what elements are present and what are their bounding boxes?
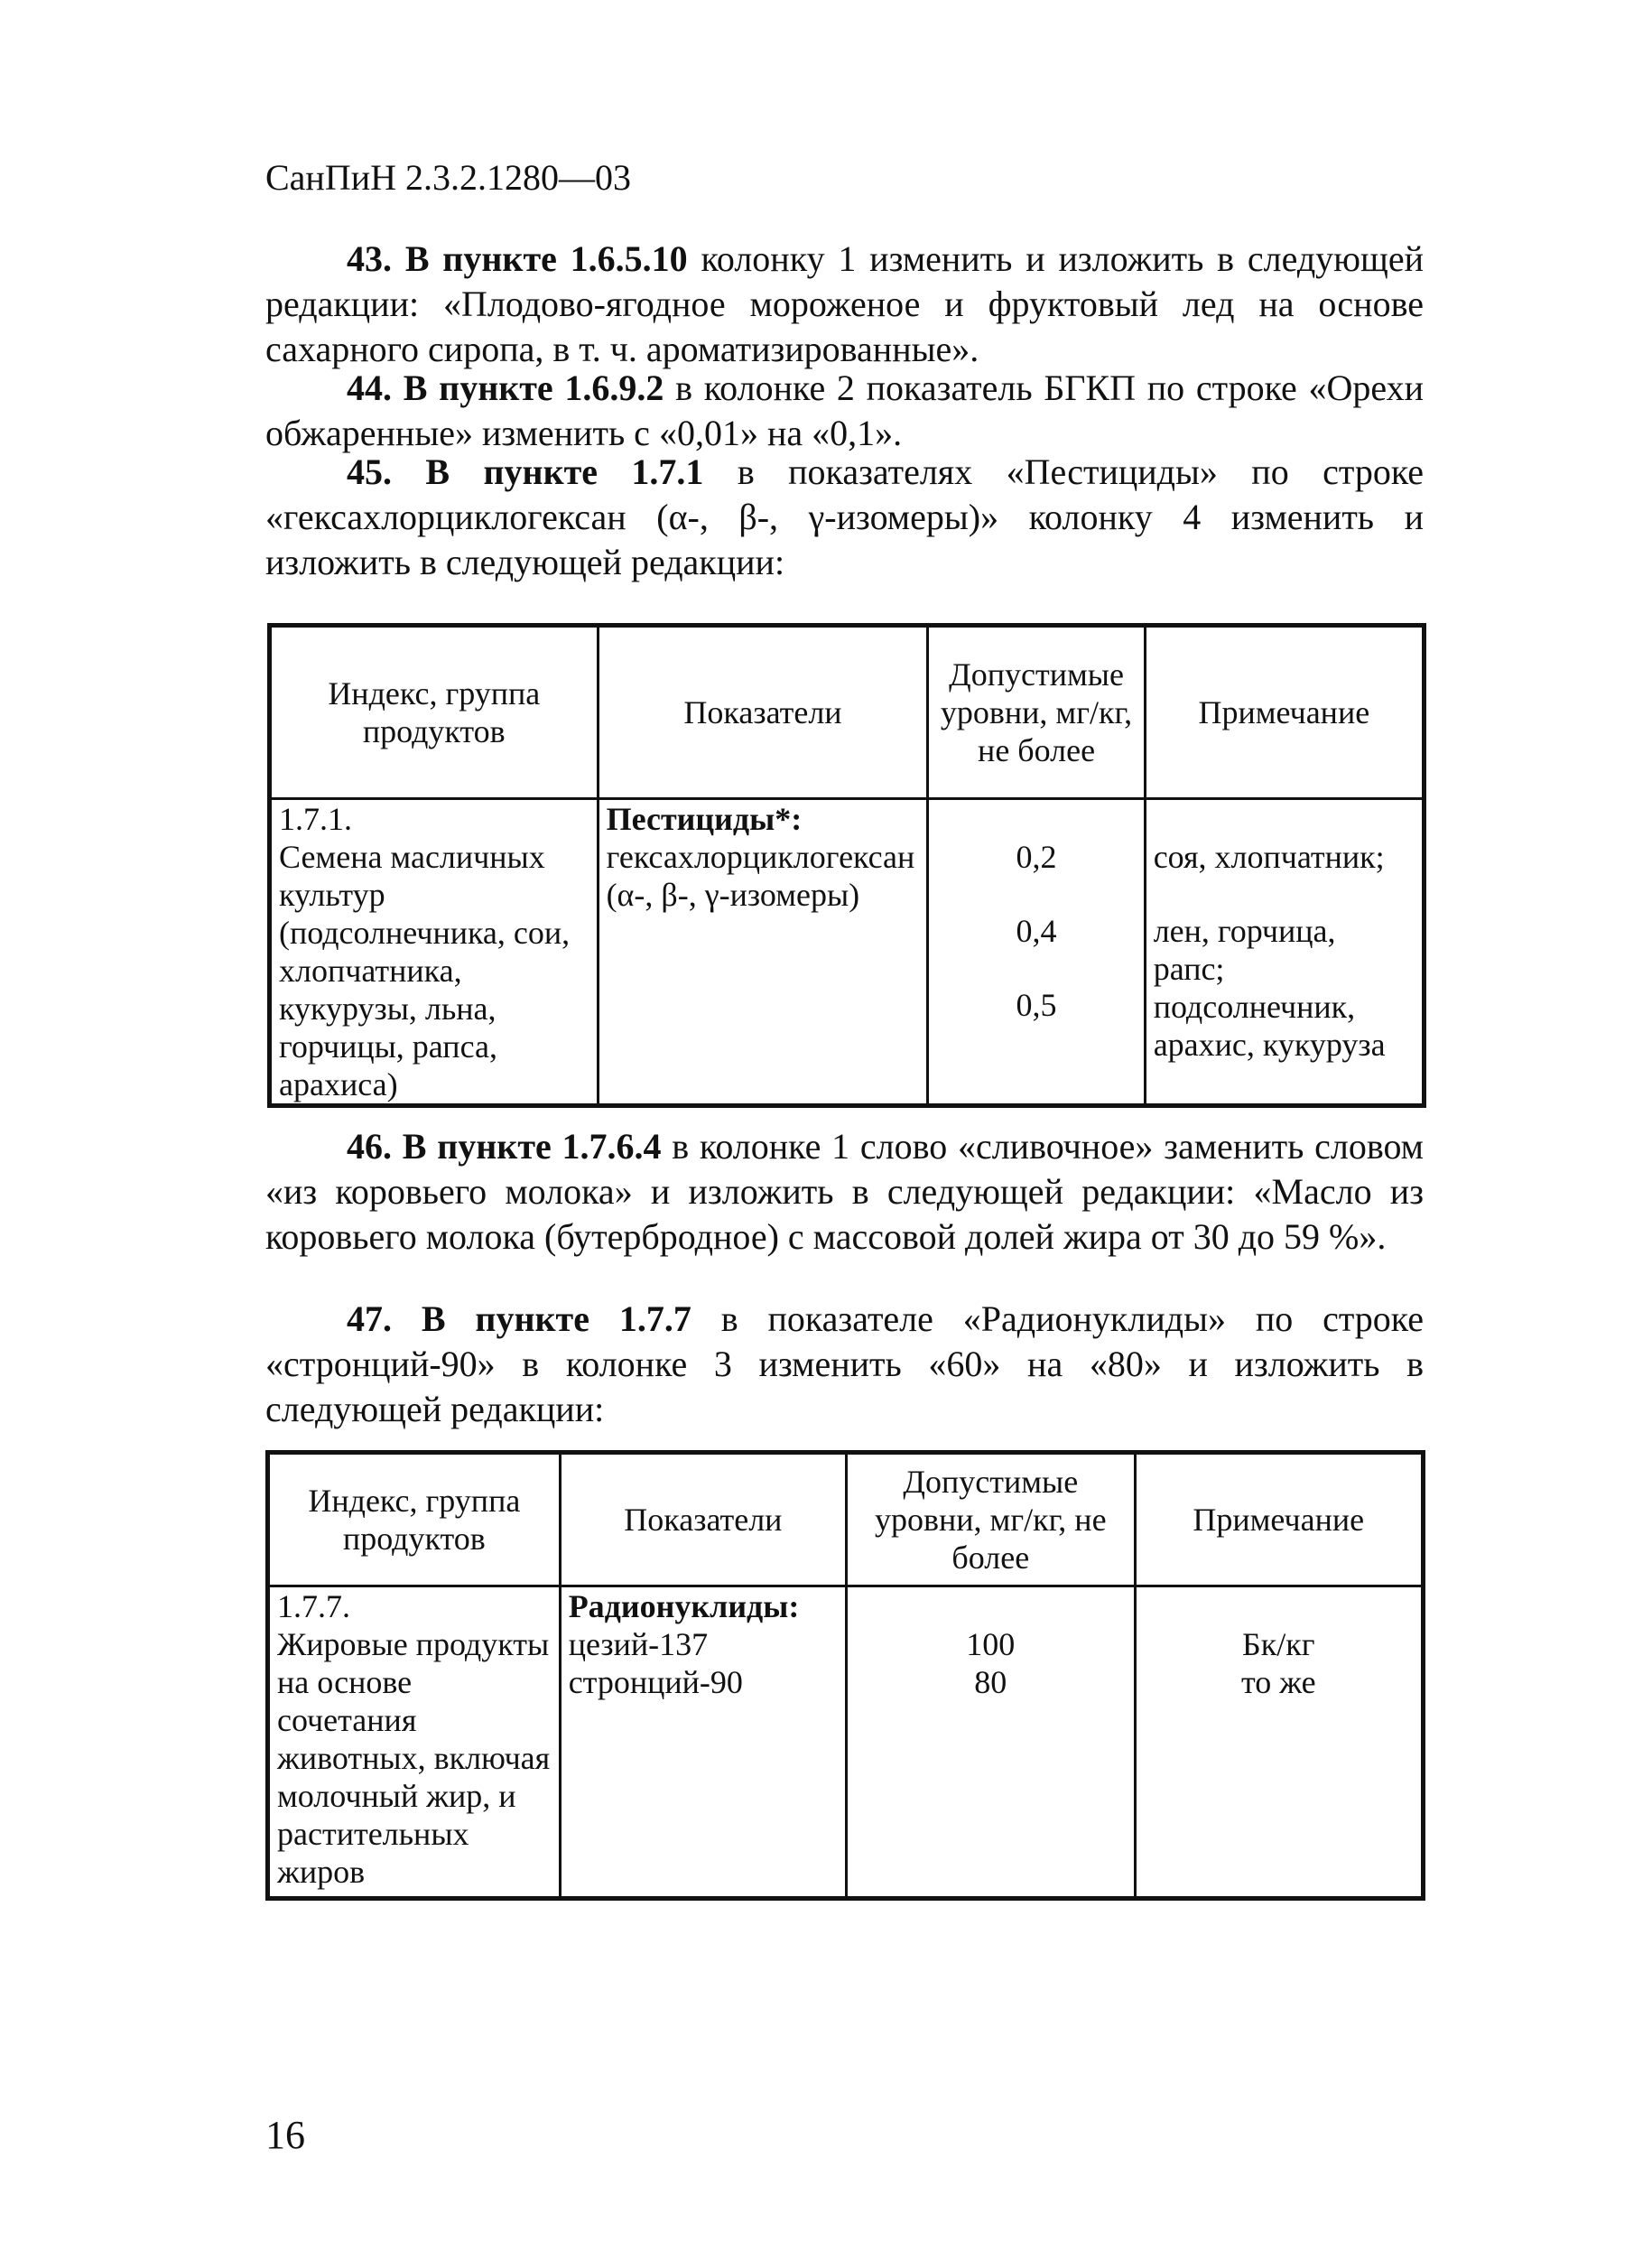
header-note: Примечание	[1145, 626, 1424, 799]
paragraph-number: 44.	[347, 367, 392, 408]
paragraph-reference: В пункте 1.6.5.10	[404, 238, 688, 279]
paragraph-reference: В пункте 1.7.1	[425, 451, 704, 492]
header-index-group: Индекс, группа продуктов	[268, 1453, 561, 1586]
header-permissible-levels: Допустимые уровни, мг/кг, не более	[847, 1453, 1135, 1586]
indicator-title: Радионуклиды:	[568, 1588, 800, 1624]
header-index-group: Индекс, группа продуктов	[270, 626, 599, 799]
pesticides-table	[267, 623, 1426, 1108]
table-row	[270, 799, 1425, 1106]
note-text: подсолнечник, арахис, кукуруза	[1153, 989, 1386, 1063]
paragraph-reference: В пункте 1.6.9.2	[403, 367, 664, 408]
cell-notes	[1135, 1586, 1423, 1899]
level-value: 0,4	[1016, 913, 1057, 949]
note-text: лен, горчица, рапс;	[1153, 913, 1336, 987]
level-value: 100	[966, 1626, 1016, 1662]
paragraph-number: 47.	[347, 1298, 392, 1339]
indicator-item: стронций-90	[568, 1664, 743, 1700]
indicator-text: гексахлорциклогексан (α-, β-, γ-изомеры)	[606, 839, 915, 913]
header-permissible-levels: Допустимые уровни, мг/кг, не более	[928, 626, 1145, 799]
paragraph-43	[265, 237, 1424, 372]
cell-index-group	[270, 799, 599, 1106]
paragraph-text: в колонке 2 показатель БГКП по строке «Орехи обжаренные» изменить с «0,01» на «0,1».	[265, 367, 1425, 453]
header-note: Примечание	[1135, 1453, 1423, 1586]
level-value: 80	[974, 1664, 1007, 1700]
paragraph-text: в колонке 1 слово «сливочное» заменить словом «из коровьего молока» и изложить в следующей редакции: «Масло из коровьего молока (бутербродное) с массовой долей жира от 30 до 59 %».	[265, 1126, 1424, 1257]
document-header: СанПиН 2.3.2.1280—03	[265, 157, 632, 198]
header-indicators: Показатели	[598, 626, 928, 799]
product-group-text: Жировые продукты на основе сочетания животных, включая молочный жир, и растительных жиров	[277, 1626, 551, 1890]
header-indicators: Показатели	[560, 1453, 846, 1586]
paragraph-number: 45.	[347, 451, 392, 492]
radionuclides-table	[265, 1450, 1425, 1901]
level-value: 0,2	[1016, 839, 1057, 875]
indicator-item: цезий-137	[568, 1626, 709, 1662]
paragraph-reference: В пункте 1.7.7	[421, 1298, 691, 1339]
indicator-title: Пестициды*:	[606, 801, 803, 837]
product-group-text: Семена масличных культур (подсолнечника, сои, хлопчатника, кукурузы, льна, горчицы, рапса, арахиса)	[279, 839, 571, 1102]
index-code: 1.7.1.	[279, 801, 352, 837]
cell-index-group	[268, 1586, 561, 1899]
cell-indicators	[598, 799, 928, 1106]
note-text: Бк/кг	[1242, 1626, 1315, 1662]
table-row	[268, 1586, 1424, 1899]
paragraph-text: колонку 1 изменить и изложить в следующей редакции: «Плодово-ягодное мороженое и фруктовый лед на основе сахарного сиропа, в т. ч. ароматизированные».	[265, 238, 1425, 369]
paragraph-text: в показателях «Пестициды» по строке «гексахлорциклогексан (α-, β-, γ-изомеры)» колонку 4 изменить и изложить в следующей редакции:	[265, 451, 1425, 582]
paragraph-number: 43.	[347, 238, 392, 279]
table-header-row	[270, 626, 1425, 799]
note-text: то же	[1240, 1664, 1316, 1700]
paragraph-text: в показателе «Радионуклиды» по строке «стронций-90» в колонке 3 изменить «60» на «80» и изложить в следующей редакции:	[265, 1298, 1424, 1429]
paragraph-44	[265, 366, 1424, 456]
paragraph-46	[265, 1124, 1424, 1260]
level-value: 0,5	[1016, 987, 1057, 1023]
paragraph-reference: В пункте 1.7.6.4	[402, 1126, 662, 1167]
paragraph-number: 46.	[347, 1126, 392, 1167]
cell-levels	[928, 799, 1145, 1106]
cell-levels	[847, 1586, 1135, 1899]
note-text: соя, хлопчатник;	[1153, 839, 1385, 875]
table-header-row	[268, 1453, 1424, 1586]
paragraph-45	[265, 450, 1424, 585]
cell-indicators	[560, 1586, 846, 1899]
paragraph-47	[265, 1297, 1424, 1432]
index-code: 1.7.7.	[277, 1588, 350, 1624]
cell-notes	[1145, 799, 1424, 1106]
page-number: 16	[265, 2113, 305, 2157]
